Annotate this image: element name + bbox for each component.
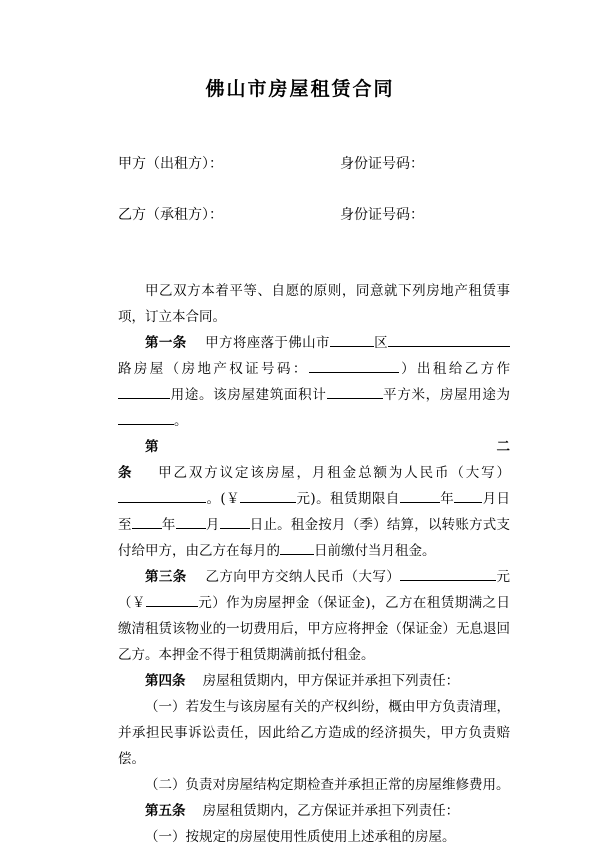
article-3 [118,564,510,668]
article-2 [118,434,510,564]
article-1-text-3: 路房屋（房地产权证号码： [118,361,309,377]
road-blank [388,331,510,347]
purpose-blank [118,409,174,425]
party-a-label: 甲方（出租方）： [118,156,223,172]
article-2-text-8: 日止。租金按月（季）结算，以转账方式支付给甲方，由乙方在每月的 [118,517,511,559]
deposit-words-blank [400,565,496,581]
article-4-text: 房屋租赁期内，甲方保证并承担下列责任： [202,673,460,689]
end-month-blank [176,513,206,529]
article-2-text-6: 年 [161,517,176,533]
article-3-text-3: 元）作为房屋押金（保证金)，乙方在租赁期满之日缴清租赁该物业的一切费用后，甲方应将押金（保证金）无息退回乙方。本押金不得于租赁期满前抵付租金。 [118,595,510,663]
article-3-text-1: 乙方向甲方交纳人民币（大写） [205,569,401,585]
article-2-text-1: 甲乙双方议定该房屋，月租金总额为人民币（大写） [158,465,511,481]
article-2-text-9: 日前缴付当月租金。 [314,543,436,559]
article-5 [118,798,510,824]
end-year-blank [132,513,162,529]
article-5-item-1: （一）按规定的房屋使用性质使用上述承租的房屋。 [145,829,456,845]
district-blank [330,331,374,347]
article-3-text-2: 元（￥ [118,569,511,611]
article-1-text-7: 。 [174,413,188,429]
party-b-id-label: 身份证号码： [340,207,424,223]
usage-blank [118,383,170,399]
article-4-item-2: （二）负责对房屋结构定期检查并承担正常的房屋维修费用。 [145,777,510,793]
article-5-heading: 第五条 [145,803,186,819]
monthly-rent-words-blank [118,487,206,503]
payment-day-blank [280,539,314,555]
article-1-text-6: 平方米，房屋用途为 [382,387,510,403]
contract-body [118,278,510,850]
party-a-id-label: 身份证号码： [340,156,424,172]
start-month-blank [454,487,482,503]
property-certificate-blank [309,357,399,373]
article-4-item-1: （一）若发生与该房屋有关的产权纠纷，概由甲方负责清理，并承担民事诉讼责任，因此给乙方造成的经济损失，甲方负责赔偿。 [118,699,510,767]
party-b-label: 乙方（承租方）： [118,207,223,223]
article-2-text-2: 。(￥ [206,491,241,507]
area-blank [327,383,383,399]
document-title: 佛山市房屋租赁合同 [205,78,395,100]
article-5-text: 房屋租赁期内，乙方保证并承担下列责任： [202,803,460,819]
end-day-blank [220,513,250,529]
article-4 [118,668,510,694]
deposit-number-blank [146,591,198,607]
article-2-text-3: 元)。租赁期限自 [296,491,400,507]
start-year-blank [400,487,440,503]
article-1 [118,330,510,434]
article-1-text-5: 用途。该房屋建筑面积计 [170,387,327,403]
article-2-text-4: 年 [439,491,455,507]
monthly-rent-number-blank [240,487,296,503]
article-1-text-4: ）出租给乙方作 [398,361,511,377]
article-1-text-2: 区 [373,335,389,351]
article-2-text-5: 月日至 [118,491,510,533]
article-2-text-7: 月 [205,517,220,533]
article-2-heading: 第二条 [118,439,510,481]
article-1-text-1: 甲方将座落于佛山市 [205,335,330,351]
article-1-heading: 第一条 [145,335,187,351]
article-3-heading: 第三条 [145,569,187,585]
article-4-heading: 第四条 [145,673,186,689]
intro-paragraph: 甲乙双方本着平等、自愿的原则，同意就下列房地产租赁事项，订立本合同。 [118,283,510,325]
